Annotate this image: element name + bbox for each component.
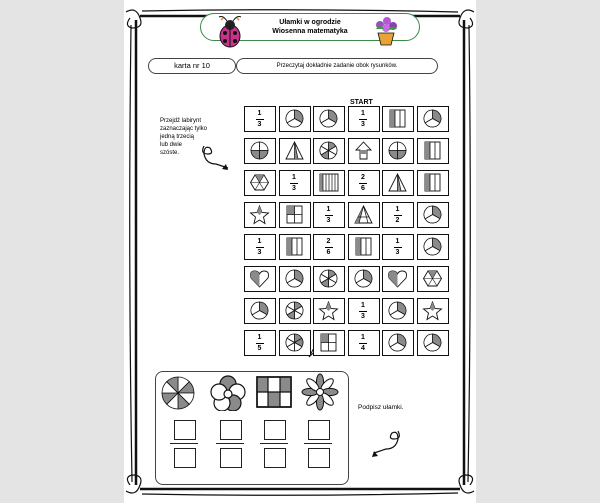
heart-fraction-icon: [383, 267, 412, 290]
maze-cell-grid-icon[interactable]: [313, 330, 345, 356]
instruction-text: Przeczytaj dokładnie zadanie obok rysunków.: [236, 58, 438, 74]
numerator: 2: [326, 238, 331, 245]
triangle-fraction-icon: [383, 171, 412, 194]
maze-instruction-line: lub dwie: [160, 142, 183, 148]
maze-cell-rect-icon[interactable]: [348, 234, 380, 260]
denominator-answer-box[interactable]: [264, 448, 286, 468]
denominator: 3: [395, 249, 400, 256]
maze-cell-fraction[interactable]: [313, 202, 345, 228]
circle-fraction-icon: [349, 267, 378, 290]
maze-cell-circle-icon[interactable]: [417, 202, 449, 228]
ladybug-icon: [212, 14, 248, 50]
numerator-answer-box[interactable]: [308, 420, 330, 440]
title-line-2: Wiosenna matematyka: [272, 28, 348, 35]
circle-fraction-icon: [383, 299, 412, 322]
flower-pot-icon: [370, 13, 402, 47]
arrow-fraction-icon: [349, 139, 378, 162]
maze-cell-circle-icon[interactable]: [382, 330, 414, 356]
circle-8-icon: [160, 375, 196, 411]
fraction-label: [245, 334, 274, 353]
fraction-line: [304, 443, 332, 444]
maze-instruction-line: jedną trzecią: [160, 134, 195, 140]
numerator: 1: [257, 110, 262, 117]
fraction-label: [349, 334, 378, 353]
maze-cell-hexagon-icon[interactable]: [417, 266, 449, 292]
start-label: START: [350, 99, 373, 106]
circle-fraction-icon: [314, 139, 343, 162]
fraction-label: [314, 206, 343, 225]
maze-cell-circle-icon[interactable]: [279, 330, 311, 356]
star-fraction-icon: [314, 299, 343, 322]
triangle-fraction-icon: [349, 203, 378, 226]
heart-fraction-icon: [245, 267, 274, 290]
maze-cell-fraction[interactable]: [244, 106, 276, 132]
numerator: 1: [395, 238, 400, 245]
fraction-line: [260, 443, 288, 444]
maze-cell-circle-icon[interactable]: [313, 106, 345, 132]
grid-fraction-icon: [280, 203, 309, 226]
fraction-label: [280, 174, 309, 193]
rect-fraction-icon: [280, 235, 309, 258]
grid-fraction-icon: [314, 331, 343, 354]
star-fraction-icon: [418, 299, 447, 322]
numerator: 1: [257, 238, 262, 245]
circle-fraction-icon: [418, 331, 447, 354]
numerator: 1: [395, 206, 400, 213]
square-grid-icon: [255, 375, 293, 409]
maze-cell-fraction[interactable]: [313, 234, 345, 260]
fraction-line: [170, 443, 198, 444]
denominator: 3: [326, 217, 331, 224]
maze-cell-circle-icon[interactable]: [382, 298, 414, 324]
maze-cell-arrow-icon[interactable]: [348, 138, 380, 164]
hexagon-fraction-icon: [418, 267, 447, 290]
maze-cell-circle-icon[interactable]: [417, 330, 449, 356]
maze-cell-fraction[interactable]: [348, 170, 380, 196]
denominator: 3: [257, 121, 262, 128]
denominator: 5: [257, 345, 262, 352]
spiral-arrow-icon: [364, 425, 404, 459]
numerator: 2: [361, 174, 365, 181]
circle-fraction-icon: [245, 139, 274, 162]
maze-cell-fraction[interactable]: [348, 298, 380, 324]
maze-cell-circle-icon[interactable]: [382, 138, 414, 164]
maze-cell-fraction[interactable]: [348, 106, 380, 132]
maze-cell-hexagon-icon[interactable]: [244, 170, 276, 196]
maze-cell-heart-icon[interactable]: [244, 266, 276, 292]
maze-instruction-line: Przejdź labirynt: [160, 118, 202, 124]
maze-cell-circle-icon[interactable]: [417, 234, 449, 260]
denominator-answer-box[interactable]: [308, 448, 330, 468]
denominator: 3: [361, 121, 365, 128]
circle-fraction-icon: [280, 331, 309, 354]
rect-fraction-icon: [349, 235, 378, 258]
maze-cell-rect-icon[interactable]: [313, 170, 345, 196]
flower-5-icon: [208, 375, 248, 411]
maze-cell-circle-icon[interactable]: [244, 138, 276, 164]
maze-cell-circle-icon[interactable]: [417, 106, 449, 132]
maze-cell-circle-icon[interactable]: [348, 266, 380, 292]
fraction-label: [349, 174, 378, 193]
rect-fraction-icon: [314, 171, 343, 194]
maze-cell-triangle-icon[interactable]: [279, 138, 311, 164]
circle-fraction-icon: [418, 203, 447, 226]
spiral-arrow-icon: [198, 140, 234, 174]
numerator: 1: [326, 206, 331, 213]
denominator: 6: [361, 185, 365, 192]
maze-instruction-line: szóste.: [160, 150, 180, 156]
maze-cell-grid-icon[interactable]: [279, 202, 311, 228]
maze-cell-heart-icon[interactable]: [382, 266, 414, 292]
denominator: 3: [292, 185, 296, 192]
rect-fraction-icon: [383, 107, 412, 130]
hexagon-fraction-icon: [245, 171, 274, 194]
sign-fractions-label: Podpisz ułamki.: [358, 404, 404, 411]
fraction-label: [314, 238, 343, 257]
card-number-label: karta nr 10: [148, 58, 236, 74]
circle-fraction-icon: [245, 299, 274, 322]
maze-cell-rect-icon[interactable]: [382, 106, 414, 132]
circle-fraction-icon: [418, 107, 447, 130]
maze-cell-circle-icon[interactable]: [279, 266, 311, 292]
numerator-answer-box[interactable]: [264, 420, 286, 440]
maze-cell-fraction[interactable]: [244, 234, 276, 260]
maze-cell-triangle-icon[interactable]: [348, 202, 380, 228]
numerator: 1: [361, 302, 365, 309]
denominator-answer-box[interactable]: [174, 448, 196, 468]
fraction-line: [216, 443, 244, 444]
maze-cell-star-icon[interactable]: [313, 298, 345, 324]
maze-cell-circle-icon[interactable]: [279, 298, 311, 324]
maze-cell-star-icon[interactable]: [244, 202, 276, 228]
circle-fraction-icon: [314, 107, 343, 130]
triangle-fraction-icon: [280, 139, 309, 162]
rect-fraction-icon: [418, 139, 447, 162]
circle-fraction-icon: [418, 235, 447, 258]
fraction-label: [349, 302, 378, 321]
circle-fraction-icon: [314, 267, 343, 290]
maze-cell-star-icon[interactable]: [417, 298, 449, 324]
maze-cell-rect-icon[interactable]: [279, 234, 311, 260]
denominator: 3: [257, 249, 262, 256]
numerator: 1: [257, 334, 262, 341]
denominator: 6: [326, 249, 331, 256]
rect-fraction-icon: [418, 171, 447, 194]
circle-fraction-icon: [280, 107, 309, 130]
numerator-answer-box[interactable]: [220, 420, 242, 440]
numerator: 1: [361, 110, 365, 117]
maze-cell-circle-icon[interactable]: [244, 298, 276, 324]
fraction-label: [245, 238, 274, 257]
denominator: 2: [395, 217, 400, 224]
denominator: 3: [361, 313, 365, 320]
maze-cell-circle-icon[interactable]: [313, 266, 345, 292]
denominator-answer-box[interactable]: [220, 448, 242, 468]
fraction-label: [383, 238, 412, 257]
maze-instruction-line: zaznaczając tylko: [160, 126, 208, 132]
numerator: 1: [292, 174, 296, 181]
circle-fraction-icon: [280, 299, 309, 322]
fraction-label: [245, 110, 274, 129]
maze-cell-rect-icon[interactable]: [417, 138, 449, 164]
maze-cell-rect-icon[interactable]: [417, 170, 449, 196]
flower-8-icon: [300, 373, 340, 411]
numerator: 1: [361, 334, 365, 341]
circle-fraction-icon: [383, 139, 412, 162]
maze-cell-circle-icon[interactable]: [313, 138, 345, 164]
maze-cell-fraction[interactable]: [279, 170, 311, 196]
maze-cell-fraction[interactable]: [382, 234, 414, 260]
maze-cell-triangle-icon[interactable]: [382, 170, 414, 196]
maze-cell-circle-icon[interactable]: [279, 106, 311, 132]
fraction-label: [349, 110, 378, 129]
fraction-label: [383, 206, 412, 225]
maze-cell-fraction[interactable]: [382, 202, 414, 228]
denominator: 4: [361, 345, 365, 352]
circle-fraction-icon: [383, 331, 412, 354]
maze-cell-fraction[interactable]: [244, 330, 276, 356]
circle-fraction-icon: [280, 267, 309, 290]
maze-cell-fraction[interactable]: [348, 330, 380, 356]
numerator-answer-box[interactable]: [174, 420, 196, 440]
star-fraction-icon: [245, 203, 274, 226]
title-line-1: Ułamki w ogrodzie: [279, 19, 341, 26]
